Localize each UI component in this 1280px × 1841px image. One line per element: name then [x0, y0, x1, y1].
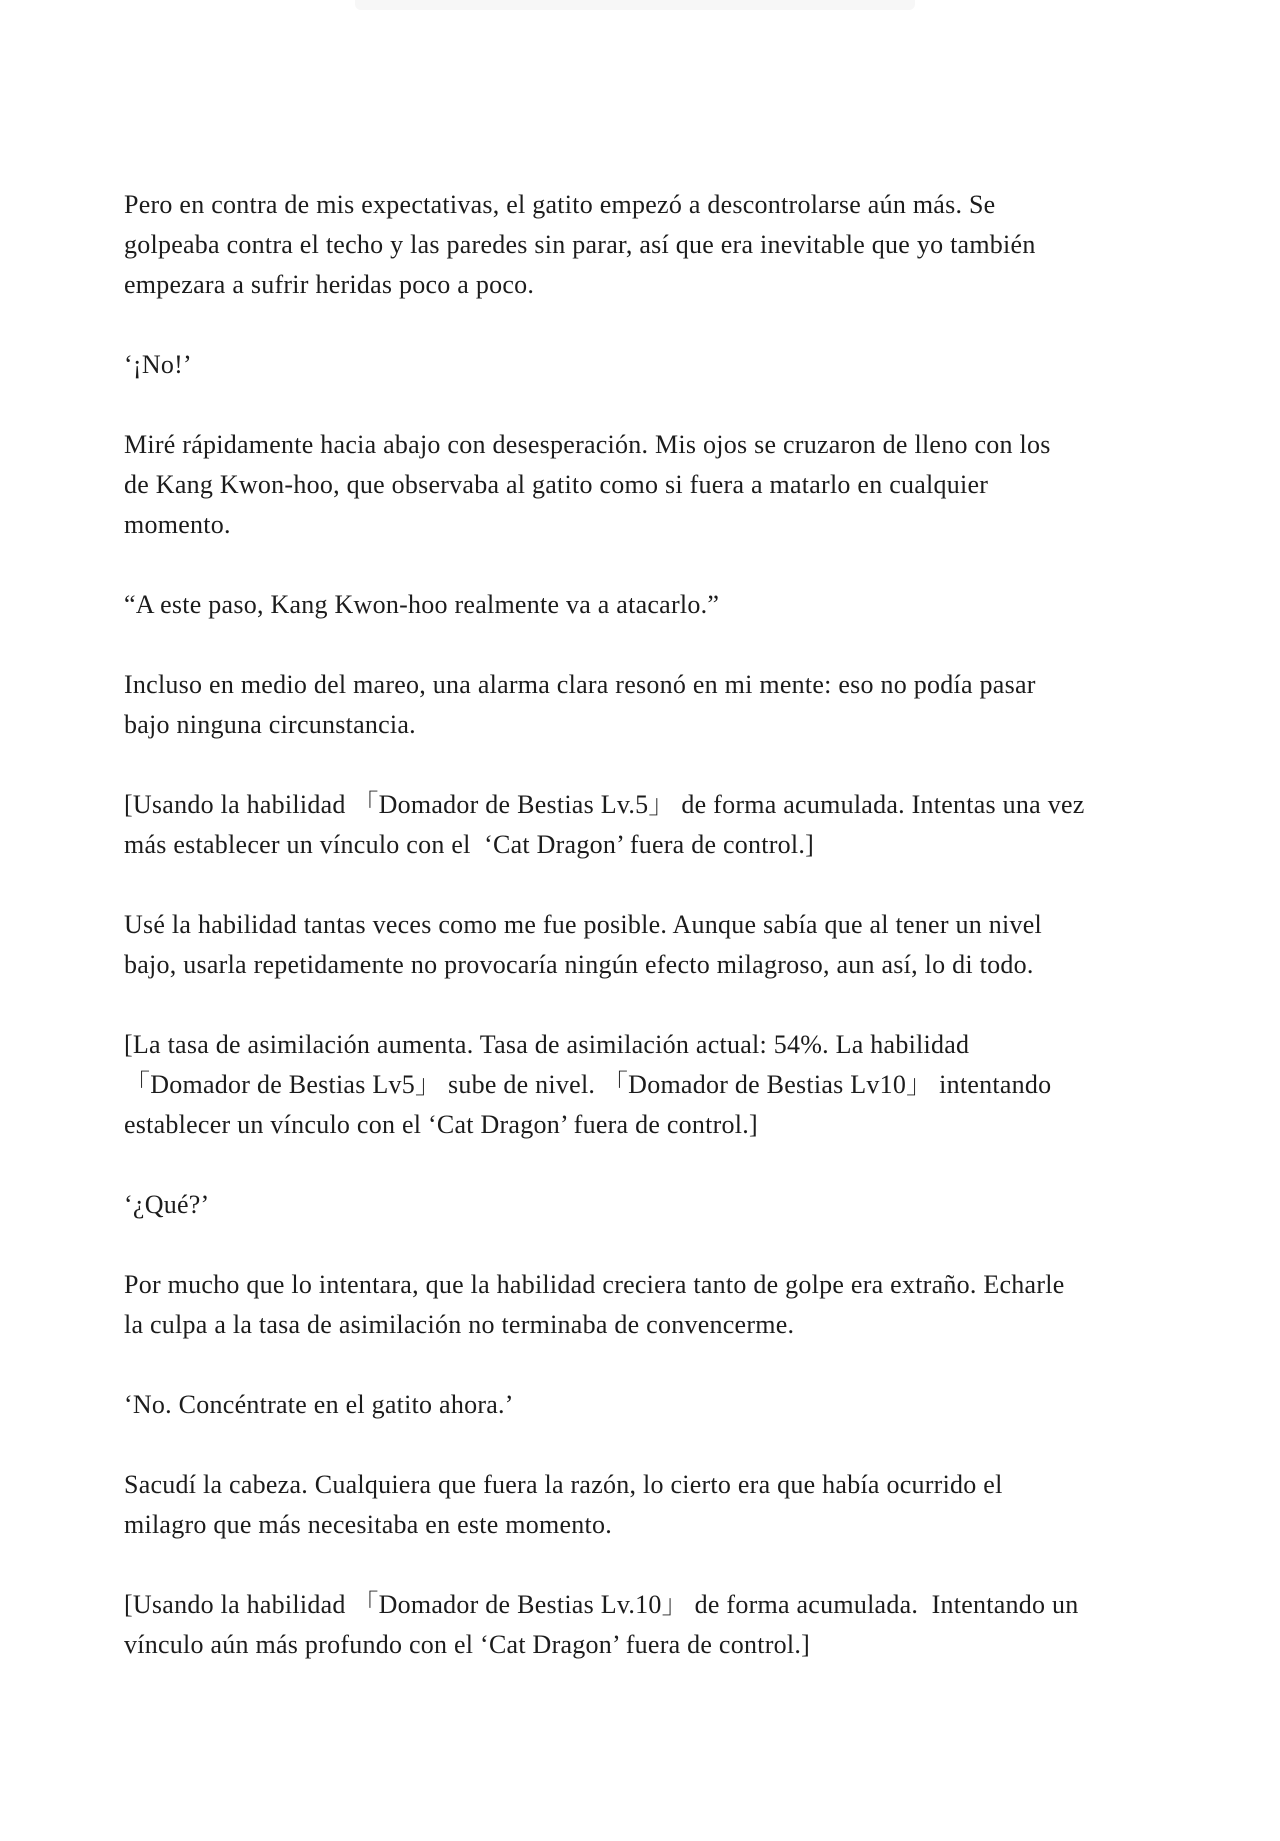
text-line: empezara a sufrir heridas poco a poco.	[124, 270, 535, 299]
text-line: Por mucho que lo intentara, que la habilidad creciera tanto de golpe era extraño. Echarle	[124, 1270, 1065, 1299]
paragraph-5	[124, 665, 1184, 745]
paragraph-7	[124, 905, 1184, 985]
text-line: Miré rápidamente hacia abajo con desesperación. Mis ojos se cruzaron de lleno con los	[124, 430, 1051, 459]
text-line: golpeaba contra el techo y las paredes sin parar, así que era inevitable que yo también	[124, 230, 1036, 259]
text-line: Pero en contra de mis expectativas, el gatito empezó a descontrolarse aún más. Se	[124, 190, 996, 219]
paragraph-1	[124, 185, 1184, 305]
text-line: milagro que más necesitaba en este momento.	[124, 1510, 612, 1539]
paragraph-10	[124, 1265, 1184, 1345]
text-line: establecer un vínculo con el ‘Cat Dragon’ fuera de control.]	[124, 1110, 758, 1139]
text-line: “A este paso, Kang Kwon-hoo realmente va a atacarlo.”	[124, 590, 720, 619]
top-shadow-bar	[355, 0, 915, 10]
text-line: ‘¿Qué?’	[124, 1190, 210, 1219]
document-body	[124, 185, 1184, 1705]
paragraph-13-system-message	[124, 1585, 1184, 1665]
text-line: bajo, usarla repetidamente no provocaría ningún efecto milagroso, aun así, lo di todo.	[124, 950, 1034, 979]
text-line: Incluso en medio del mareo, una alarma clara resonó en mi mente: eso no podía pasar	[124, 670, 1036, 699]
text-line: la culpa a la tasa de asimilación no terminaba de convencerme.	[124, 1310, 795, 1339]
paragraph-8-system-message	[124, 1025, 1184, 1145]
text-line: Usé la habilidad tantas veces como me fue posible. Aunque sabía que al tener un nivel	[124, 910, 1042, 939]
text-line: vínculo aún más profundo con el ‘Cat Dragon’ fuera de control.]	[124, 1630, 810, 1659]
paragraph-2-thought	[124, 345, 1184, 385]
paragraph-12	[124, 1465, 1184, 1545]
paragraph-11-thought	[124, 1385, 1184, 1425]
text-line: 「Domador de Bestias Lv5」 sube de nivel. 「Domador de Bestias Lv10」 intentando	[124, 1070, 1052, 1099]
text-line: Sacudí la cabeza. Cualquiera que fuera la razón, lo cierto era que había ocurrido el	[124, 1470, 1003, 1499]
text-line: más establecer un vínculo con el ‘Cat Dragon’ fuera de control.]	[124, 830, 815, 859]
paragraph-4-dialogue	[124, 585, 1184, 625]
text-line: ‘¡No!’	[124, 350, 192, 379]
text-line: de Kang Kwon-hoo, que observaba al gatito como si fuera a matarlo en cualquier	[124, 470, 989, 499]
text-line: bajo ninguna circunstancia.	[124, 710, 416, 739]
paragraph-3	[124, 425, 1184, 545]
paragraph-6-system-message	[124, 785, 1184, 865]
paragraph-9-thought	[124, 1185, 1184, 1225]
text-line: momento.	[124, 510, 231, 539]
text-line: [Usando la habilidad 「Domador de Bestias Lv.5」 de forma acumulada. Intentas una vez	[124, 790, 1085, 819]
text-line: ‘No. Concéntrate en el gatito ahora.’	[124, 1390, 514, 1419]
text-line: [Usando la habilidad 「Domador de Bestias Lv.10」 de forma acumulada. Intentando un	[124, 1590, 1079, 1619]
text-line: [La tasa de asimilación aumenta. Tasa de asimilación actual: 54%. La habilidad	[124, 1030, 970, 1059]
